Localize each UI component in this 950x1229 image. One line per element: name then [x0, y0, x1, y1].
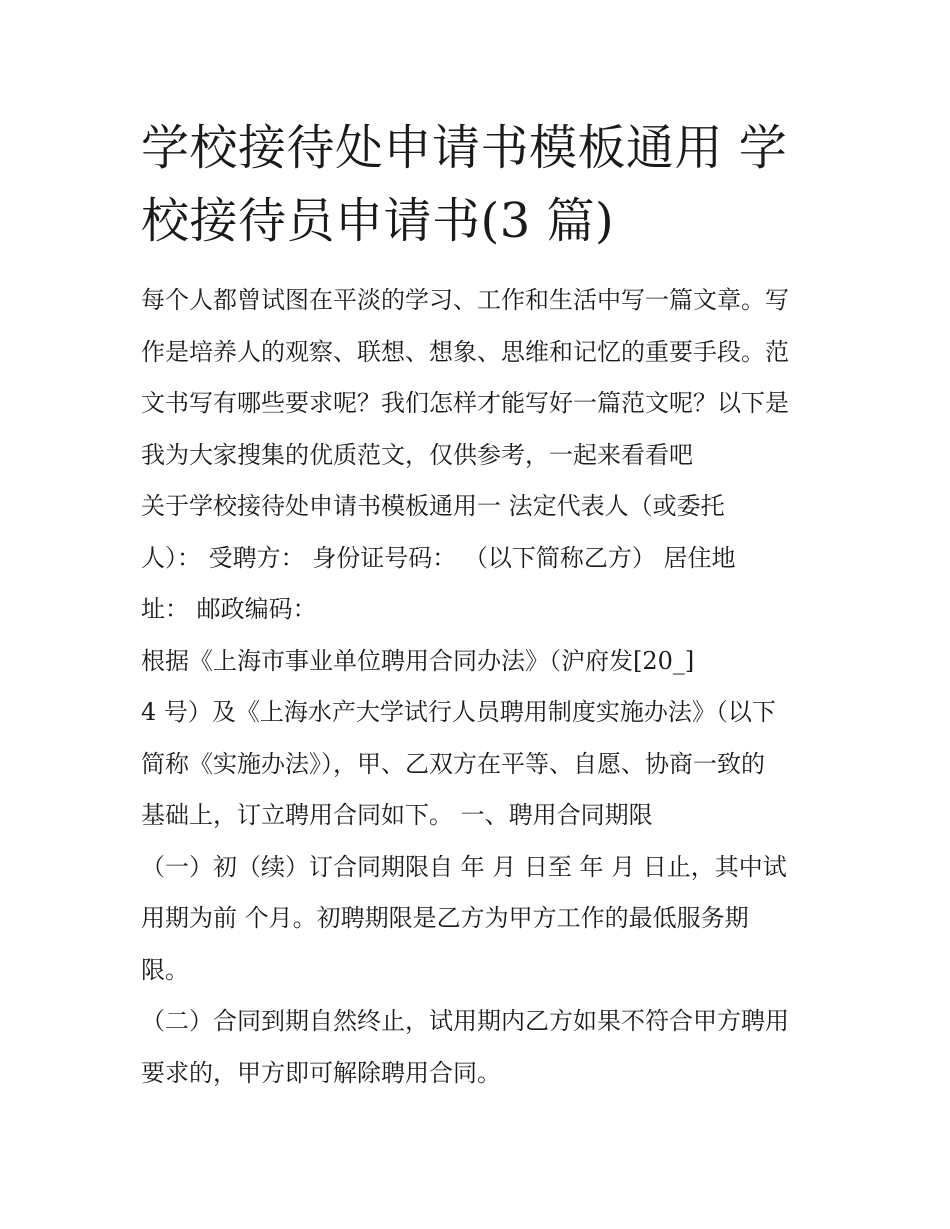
body-line: 每个人都曾试图在平淡的学习、工作和生活中写一篇文章。写	[141, 286, 789, 314]
body-line: （二）合同到期自然终止，试用期内乙方如果不符合甲方聘用	[141, 1007, 789, 1035]
title-line-1: 学校接待处申请书模板通用 学	[141, 120, 788, 176]
body-line: 作是培养人的观察、联想、想象、思维和记忆的重要手段。范	[141, 337, 789, 366]
document-body	[141, 275, 821, 1099]
body-line: 基础上，订立聘用合同如下。 一、聘用合同期限	[141, 801, 653, 829]
document-page	[141, 112, 821, 1099]
body-line: 关于学校接待处申请书模板通用一 法定代表人（或委托	[141, 492, 725, 520]
body-line: 址： 邮政编码：	[141, 595, 317, 623]
body-line: （一）初（续）订合同期限自 年 月 日至 年 月 日止，其中试	[141, 852, 787, 881]
body-line: 我为大家搜集的优质范文，仅供参考，一起来看看吧	[141, 440, 693, 469]
body-line: 根据《上海市事业单位聘用合同办法》（沪府发[20_]	[141, 646, 695, 675]
body-line: 要求的，甲方即可解除聘用合同。	[141, 1058, 501, 1087]
body-line: 简称《实施办法》），甲、乙双方在平等、自愿、协商一致的	[141, 749, 765, 778]
body-line: 4 号）及《上海水产大学试行人员聘用制度实施办法》（以下	[141, 698, 776, 726]
body-line: 文书写有哪些要求呢？我们怎样才能写好一篇范文呢？以下是	[141, 389, 789, 417]
body-line: 限。	[141, 955, 189, 984]
body-line: 用期为前 个月。初聘期限是乙方为甲方工作的最低服务期	[141, 904, 749, 932]
document-title	[141, 112, 821, 258]
title-line-2: 校接待员申请书(3 篇)	[141, 193, 615, 249]
body-line: 人）： 受聘方： 身份证号码： （以下简称乙方） 居住地	[141, 543, 736, 572]
